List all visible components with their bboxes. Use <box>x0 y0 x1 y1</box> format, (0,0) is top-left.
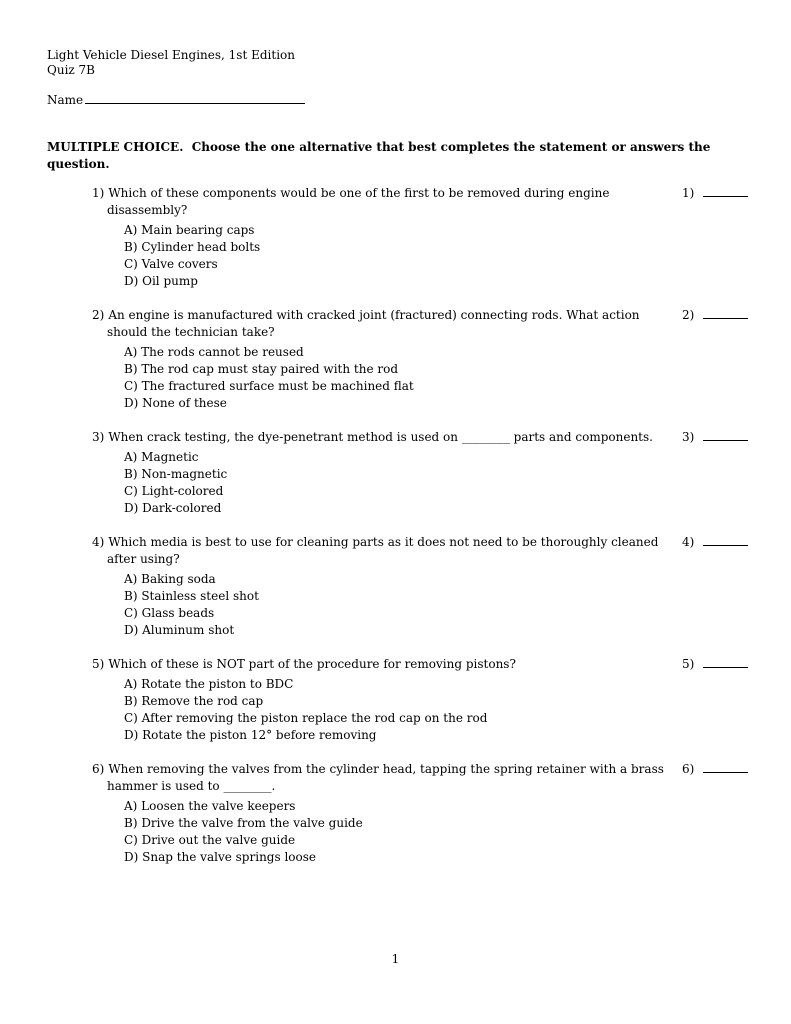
answer-line[interactable] <box>703 429 748 441</box>
answer-line[interactable] <box>703 656 748 668</box>
document-title: Light Vehicle Diesel Engines, 1st Edition <box>47 48 295 62</box>
option: A) Loosen the valve keepers <box>124 799 296 813</box>
answer-blank <box>682 534 748 551</box>
question-options <box>124 344 682 412</box>
option: C) Drive out the valve guide <box>124 833 296 847</box>
question-text <box>92 761 682 795</box>
option: A) Main bearing caps <box>124 223 255 237</box>
option: B) The rod cap must stay paired with the rod <box>124 362 399 376</box>
option: C) Valve covers <box>124 257 218 271</box>
questions-list <box>47 185 745 866</box>
option: C) The fractured surface must be machined flat <box>124 379 414 393</box>
question-block <box>92 656 745 744</box>
question-body: Which of these components would be one of the first to be removed during engine disassembly? <box>107 186 610 217</box>
question-block <box>92 307 745 412</box>
option: C) Light-colored <box>124 484 224 498</box>
question-block <box>92 761 745 866</box>
name-label: Name <box>47 93 84 107</box>
question-text <box>92 534 682 568</box>
answer-blank <box>682 761 748 778</box>
option: B) Cylinder head bolts <box>124 240 261 254</box>
question-text <box>92 307 682 341</box>
question-number: 5) <box>92 657 105 671</box>
page-number: 1 <box>391 952 400 966</box>
question-options <box>124 676 682 744</box>
option: B) Non-magnetic <box>124 467 228 481</box>
instructions-text: MULTIPLE CHOICE. Choose the one alternative that best completes the statement or answers the question. <box>47 140 715 171</box>
answer-number: 5) <box>682 657 695 671</box>
answer-number: 1) <box>682 186 695 200</box>
question-main <box>92 656 682 744</box>
option: D) Aluminum shot <box>124 623 235 637</box>
question-block <box>92 534 745 639</box>
answer-line[interactable] <box>703 761 748 773</box>
option: B) Drive the valve from the valve guide <box>124 816 363 830</box>
question-block <box>92 185 745 290</box>
question-number: 6) <box>92 762 105 776</box>
option: C) After removing the piston replace the rod cap on the rod <box>124 711 488 725</box>
name-row <box>47 91 745 108</box>
question-number: 4) <box>92 535 105 549</box>
question-number: 1) <box>92 186 105 200</box>
option: D) Oil pump <box>124 274 198 288</box>
answer-blank <box>682 307 748 324</box>
question-body: Which of these is NOT part of the procedure for removing pistons? <box>108 657 516 671</box>
answer-number: 4) <box>682 535 695 549</box>
answer-line[interactable] <box>703 185 748 197</box>
name-blank[interactable] <box>85 91 305 104</box>
question-body: Which media is best to use for cleaning parts as it does not need to be thoroughly cleaned after using? <box>107 535 659 566</box>
answer-number: 6) <box>682 762 695 776</box>
option: C) Glass beads <box>124 606 215 620</box>
answer-blank <box>682 429 748 446</box>
answer-blank <box>682 185 748 202</box>
option: A) Baking soda <box>124 572 216 586</box>
question-body: When crack testing, the dye-penetrant method is used on ________ parts and components. <box>108 430 653 444</box>
option: D) Snap the valve springs loose <box>124 850 316 864</box>
answer-number: 3) <box>682 430 695 444</box>
question-options <box>124 222 682 290</box>
quiz-number: Quiz 7B <box>47 63 95 77</box>
option: A) The rods cannot be reused <box>124 345 304 359</box>
option: A) Rotate the piston to BDC <box>124 677 294 691</box>
answer-line[interactable] <box>703 307 748 319</box>
answer-number: 2) <box>682 308 695 322</box>
question-text <box>92 185 682 219</box>
question-body: An engine is manufactured with cracked joint (fractured) connecting rods. What action should the technician take? <box>107 308 640 339</box>
question-number: 2) <box>92 308 105 322</box>
question-options <box>124 571 682 639</box>
option: D) Rotate the piston 12° before removing <box>124 728 377 742</box>
question-main <box>92 761 682 866</box>
option: B) Stainless steel shot <box>124 589 259 603</box>
option: B) Remove the rod cap <box>124 694 264 708</box>
question-main <box>92 307 682 412</box>
question-text <box>92 656 682 673</box>
document-header <box>47 48 745 78</box>
question-main <box>92 185 682 290</box>
answer-blank <box>682 656 748 673</box>
question-body: When removing the valves from the cylinder head, tapping the spring retainer with a brass hammer is used to ________. <box>107 762 664 793</box>
answer-line[interactable] <box>703 534 748 546</box>
question-options <box>124 449 682 517</box>
question-main <box>92 429 682 517</box>
question-options <box>124 798 682 866</box>
question-text <box>92 429 682 446</box>
question-block <box>92 429 745 517</box>
option: D) None of these <box>124 396 227 410</box>
question-main <box>92 534 682 639</box>
question-number: 3) <box>92 430 105 444</box>
option: A) Magnetic <box>124 450 199 464</box>
option: D) Dark-colored <box>124 501 222 515</box>
